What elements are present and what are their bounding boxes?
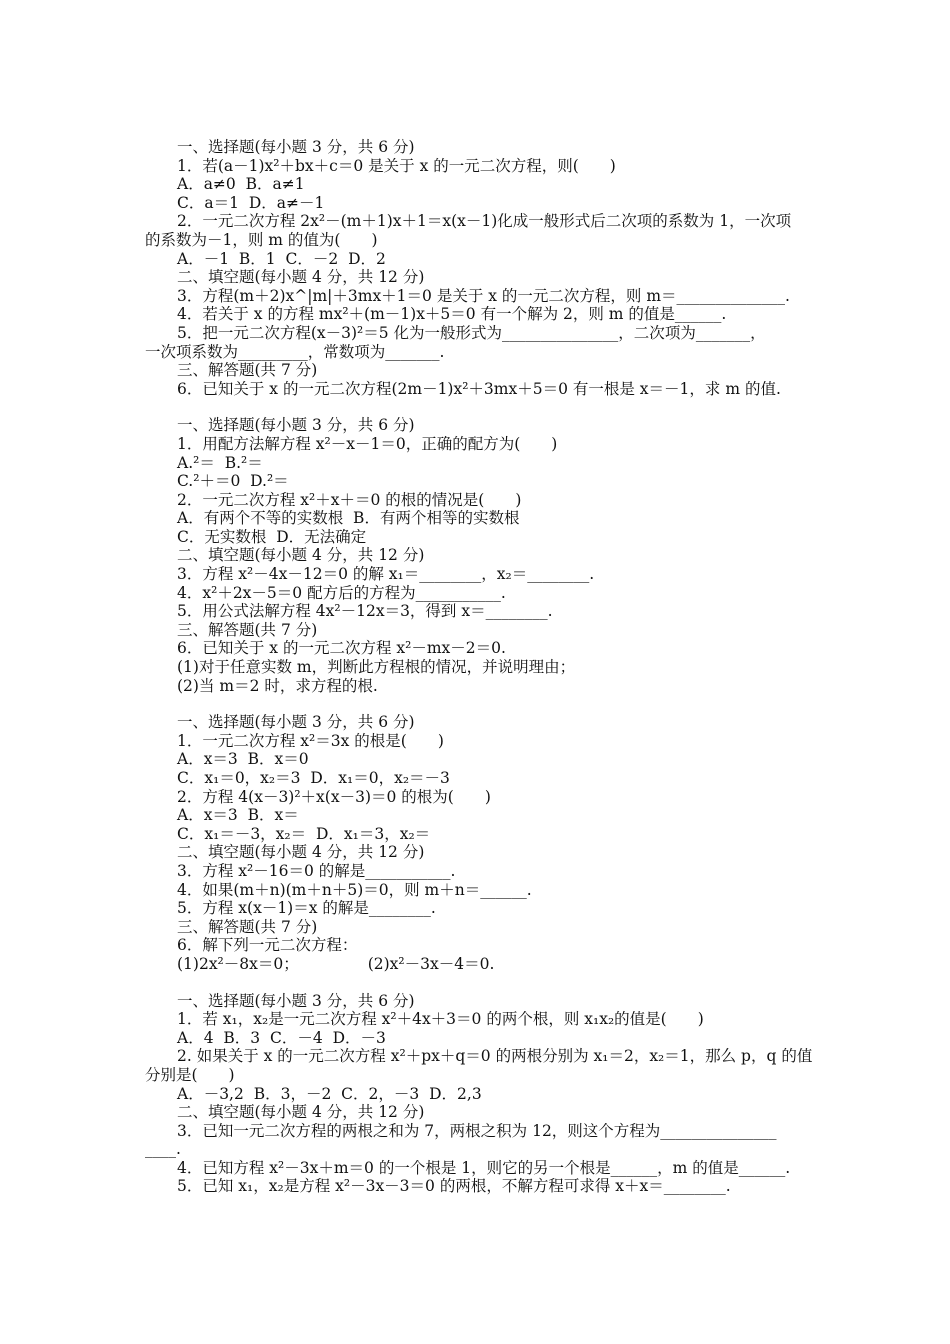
section-heading: 二、填空题(每小题 4 分，共 12 分) [177, 546, 425, 565]
question-line: 5．已知 x₁，x₂是方程 x²－3x－3＝0 的两根，不解方程可求得 x＋x＝________. [177, 1177, 731, 1196]
question-continuation: 一次项系数为_________，常数项为_______. [145, 342, 445, 361]
option-line: A．有两个不等的实数根 B．有两个相等的实数根 [177, 509, 520, 528]
question-continuation: ____. [145, 1140, 181, 1159]
question-line: 2．一元二次方程 x²＋x＋＝0 的根的情况是( ) [177, 490, 522, 509]
section-heading: 一、选择题(每小题 3 分，共 6 分) [177, 416, 415, 435]
question-continuation: 的系数为－1，则 m 的值为( ) [145, 230, 378, 249]
section-heading: 三、解答题(共 7 分) [177, 917, 318, 936]
document-body [145, 138, 815, 1196]
question-line: 4．x²＋2x－5＝0 配方后的方程为___________. [177, 583, 506, 602]
exercise-section-4 [145, 992, 815, 1197]
question-line: 6．已知关于 x 的一元二次方程(2m－1)x²＋3mx＋5＝0 有一根是 x＝－1，求 m 的值. [177, 379, 781, 398]
section-heading: 三、解答题(共 7 分) [177, 361, 318, 380]
option-line: C.²＋＝0 D.²＝ [177, 472, 289, 491]
section-heading: 二、填空题(每小题 4 分，共 12 分) [177, 1103, 425, 1122]
question-line: 5．用公式法解方程 4x²－12x＝3，得到 x＝________. [177, 602, 553, 621]
option-line: A．－3,2 B．3，－2 C．2，－3 D．2,3 [177, 1084, 482, 1103]
question-line: 3．方程 x²－16＝0 的解是___________. [177, 861, 456, 880]
option-line: A．x＝3 B．x＝ [177, 806, 299, 825]
section-heading: 一、选择题(每小题 3 分，共 6 分) [177, 991, 415, 1010]
question-line: 1．用配方法解方程 x²－x－1＝0，正确的配方为( ) [177, 434, 558, 453]
question-line: 1．一元二次方程 x²＝3x 的根是( ) [177, 731, 444, 750]
question-line: 4．如果(m＋n)(m＋n＋5)＝0，则 m＋n＝______. [177, 880, 532, 899]
option-line: C．a＝1 D．a≠－1 [177, 193, 325, 212]
question-line: 1．若(a－1)x²＋bx＋c＝0 是关于 x 的一元二次方程，则( ) [177, 156, 616, 175]
question-line: 2．一元二次方程 2x²－(m＋1)x＋1＝x(x－1)化成一般形式后二次项的系数为 1，一次项 [177, 212, 792, 231]
section-heading: 一、选择题(每小题 3 分，共 6 分) [177, 713, 415, 732]
question-line: 4．已知方程 x²－3x＋m＝0 的一个根是 1，则它的另一个根是______，m 的值是______. [177, 1158, 791, 1177]
question-line: 6．已知关于 x 的一元二次方程 x²－mx－2＝0. [177, 639, 506, 658]
option-line: C．x₁＝0，x₂＝3 D．x₁＝0，x₂＝－3 [177, 769, 450, 787]
section-heading: 三、解答题(共 7 分) [177, 620, 318, 639]
question-continuation: 分别是( ) [145, 1065, 235, 1084]
option-line: A．－1 B．1 C．－2 D．2 [177, 249, 386, 268]
sub-question-line: (1)对于任意实数 m，判断此方程根的情况，并说明理由； [177, 658, 576, 677]
question-line: 5．把一元二次方程(x－3)²＝5 化为一般形式为_______________，二次项为_______， [177, 323, 766, 342]
exercise-section-1 [145, 138, 815, 398]
option-line: A．4 B．3 C．－4 D．－3 [177, 1028, 386, 1047]
question-line: 2. 如果关于 x 的一元二次方程 x²＋px＋q＝0 的两根分别为 x₁＝2，x₂＝1，那么 p，q 的值 [177, 1047, 813, 1066]
question-line: 5．方程 x(x－1)＝x 的解是________. [177, 899, 436, 918]
option-line: C．无实数根 D．无法确定 [177, 527, 367, 546]
question-line: 3．已知一元二次方程的两根之和为 7，两根之积为 12，则这个方程为_______________ [177, 1121, 777, 1140]
exercise-section-3 [145, 713, 815, 973]
question-line: 4．若关于 x 的方程 mx²＋(m－1)x＋5＝0 有一个解为 2，则 m 的值是______. [177, 305, 727, 324]
question-line: 2．方程 4(x－3)²＋x(x－3)＝0 的根为( ) [177, 787, 491, 806]
option-line: C．x₁＝－3，x₂＝ D．x₁＝3，x₂＝ [177, 824, 431, 843]
question-line: 6．解下列一元二次方程： [177, 936, 358, 955]
sub-question-line: (2)当 m＝2 时，求方程的根. [177, 676, 378, 695]
section-heading: 二、填空题(每小题 4 分，共 12 分) [177, 843, 425, 862]
section-heading: 二、填空题(每小题 4 分，共 12 分) [177, 268, 425, 287]
option-line: A．x＝3 B．x＝0 [177, 750, 309, 769]
sub-question-line: (1)2x²－8x＝0； (2)x²－3x－4＝0. [177, 954, 495, 973]
section-heading: 一、选择题(每小题 3 分，共 6 分) [177, 138, 415, 156]
question-line: 3．方程 x²－4x－12＝0 的解 x₁＝________，x₂＝________. [177, 565, 595, 584]
question-line: 1．若 x₁，x₂是一元二次方程 x²＋4x＋3＝0 的两个根，则 x₁x₂的值是( ) [177, 1010, 704, 1029]
exercise-section-2 [145, 416, 815, 695]
question-line: 3．方程(m＋2)x^|m|＋3mx＋1＝0 是关于 x 的一元二次方程，则 m＝______________. [177, 286, 790, 305]
option-line: A．a≠0 B．a≠1 [177, 175, 305, 194]
option-line: A.²＝ B.²＝ [177, 453, 263, 472]
